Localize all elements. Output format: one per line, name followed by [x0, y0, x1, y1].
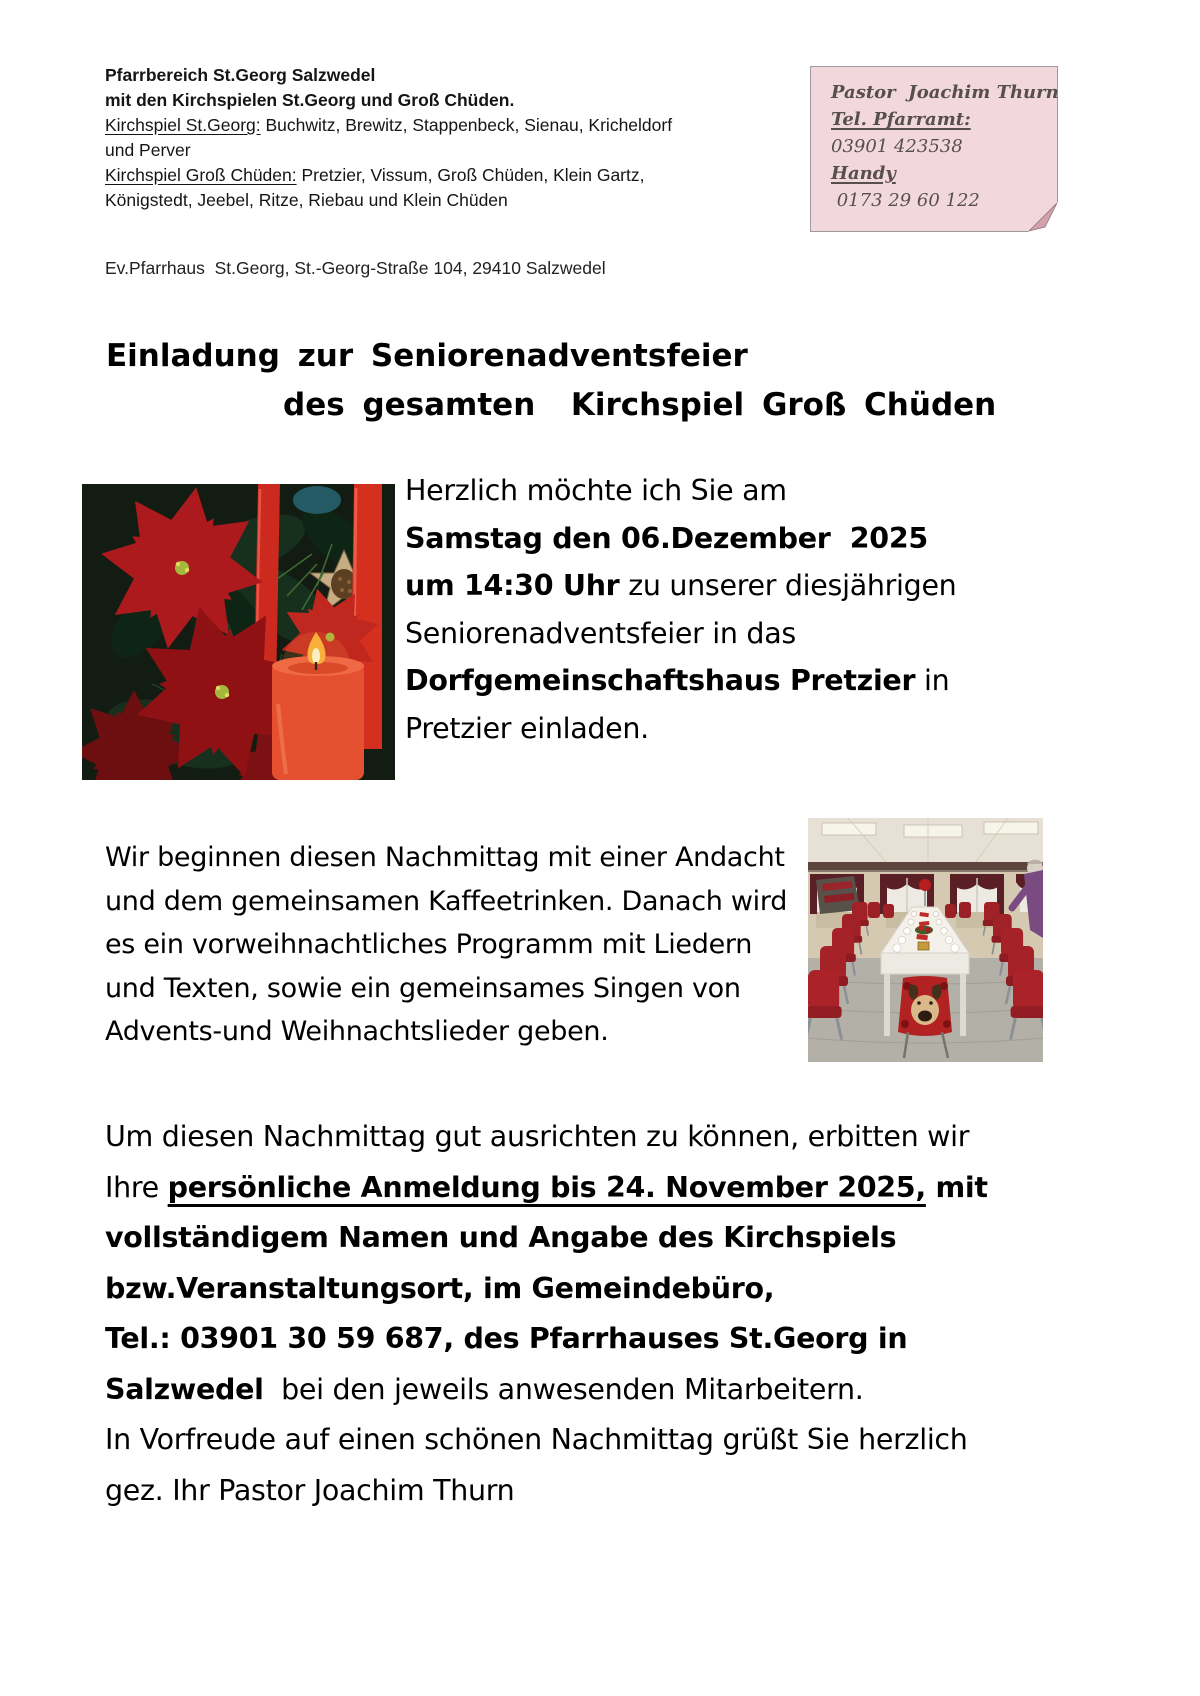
- registration-deadline: persönliche Anmeldung bis 24. November 2025,: [167, 1170, 926, 1204]
- sender-parish-subtitle: mit den Kirchspielen St.Georg und Groß Chüden.: [105, 90, 515, 110]
- invitation-line: Herzlich möchte ich Sie am: [405, 474, 787, 507]
- invitation-paragraph: [405, 467, 956, 752]
- signature-line: gez. Ihr Pastor Joachim Thurn: [105, 1473, 515, 1507]
- invitation-time: um 14:30 Uhr: [405, 569, 620, 602]
- program-paragraph: [105, 836, 787, 1054]
- invitation-date: Samstag den 06.Dezember 2025: [405, 521, 928, 555]
- advent-arrangement-illustration: [82, 484, 395, 780]
- parish2-villages: Pretzier, Vissum, Groß Chüden, Klein Gartz,: [296, 165, 645, 185]
- invitation-line: Seniorenadventsfeier in das: [405, 616, 796, 650]
- registration-line: Salzwedel bei den jeweils anwesenden Mitarbeitern.: [105, 1372, 864, 1406]
- registration-line: vollständigem Namen und Angabe des Kirchspiels: [105, 1221, 897, 1254]
- program-line: Advents-und Weihnachtslieder geben.: [105, 1016, 609, 1047]
- registration-phone-line: Tel.: 03901 30 59 687, des Pfarrhauses St.Georg in: [105, 1322, 908, 1355]
- parish2-line: [105, 163, 672, 188]
- advent-arrangement-photo: [82, 484, 395, 780]
- festive-table-illustration: [808, 818, 1043, 1062]
- mobile-number: 0173 29 60 122: [831, 190, 980, 211]
- parish2-villages-cont: Königstedt, Jeebel, Ritze, Riebau und Klein Chüden: [105, 190, 508, 210]
- office-phone-label: Tel. Pfarramt:: [831, 109, 971, 130]
- sender-block: [105, 63, 672, 213]
- parish1-villages: Buchwitz, Brewitz, Stappenbeck, Sienau, Kricheldorf: [260, 115, 673, 135]
- sender-parish-name: Pfarrbereich St.Georg Salzwedel: [105, 65, 376, 85]
- festive-table-photo: [808, 818, 1043, 1062]
- program-line: und dem gemeinsamen Kaffeetrinken. Danach wird: [105, 885, 788, 917]
- registration-line: Um diesen Nachmittag gut ausrichten zu können, erbitten wir: [105, 1120, 970, 1153]
- contact-note: [810, 66, 1058, 232]
- sender-address: Ev.Pfarrhaus St.Georg, St.-Georg-Straße 104, 29410 Salzwedel: [105, 258, 606, 278]
- invitation-line: um 14:30 Uhr zu unserer diesjährigen: [405, 569, 957, 602]
- registration-deadline-line: Ihre persönliche Anmeldung bis 24. November 2025, mit: [105, 1170, 988, 1204]
- page-title-line1: Einladung zur Seniorenadventsfeier: [106, 338, 748, 374]
- program-line: es ein vorweihnachtliches Programm mit Liedern: [105, 929, 753, 960]
- program-line: Wir beginnen diesen Nachmittag mit einer Andacht: [105, 842, 785, 873]
- program-line: und Texten, sowie ein gemeinsames Singen von: [105, 972, 741, 1004]
- contact-note-text: [811, 67, 1057, 214]
- teal-ornament: [293, 486, 341, 514]
- registration-line: bzw.Veranstaltungsort, im Gemeindebüro,: [105, 1271, 775, 1305]
- mobile-label: Handy: [831, 163, 896, 184]
- note-folded-corner-icon: [1028, 202, 1058, 232]
- invitation-line: Pretzier einladen.: [405, 711, 649, 745]
- parish2-label: Kirchspiel Groß Chüden:: [105, 165, 297, 185]
- invitation-venue: Dorfgemeinschaftshaus Pretzier: [405, 664, 916, 697]
- registration-paragraph: [105, 1112, 988, 1516]
- pastor-name: Pastor Joachim Thurn: [831, 82, 1059, 103]
- invitation-line: Dorfgemeinschaftshaus Pretzier in: [405, 664, 950, 697]
- parish1-line: [105, 113, 672, 138]
- wall-beam: [808, 862, 1043, 870]
- parish1-villages-cont: und Perver: [105, 140, 191, 160]
- office-phone-number: 03901 423538: [831, 136, 963, 157]
- page-title-line2: des gesamten Kirchspiel Groß Chüden: [283, 387, 997, 423]
- parish1-label: Kirchspiel St.Georg:: [105, 115, 261, 135]
- closing-line: In Vorfreude auf einen schönen Nachmittag grüßt Sie herzlich: [105, 1423, 968, 1456]
